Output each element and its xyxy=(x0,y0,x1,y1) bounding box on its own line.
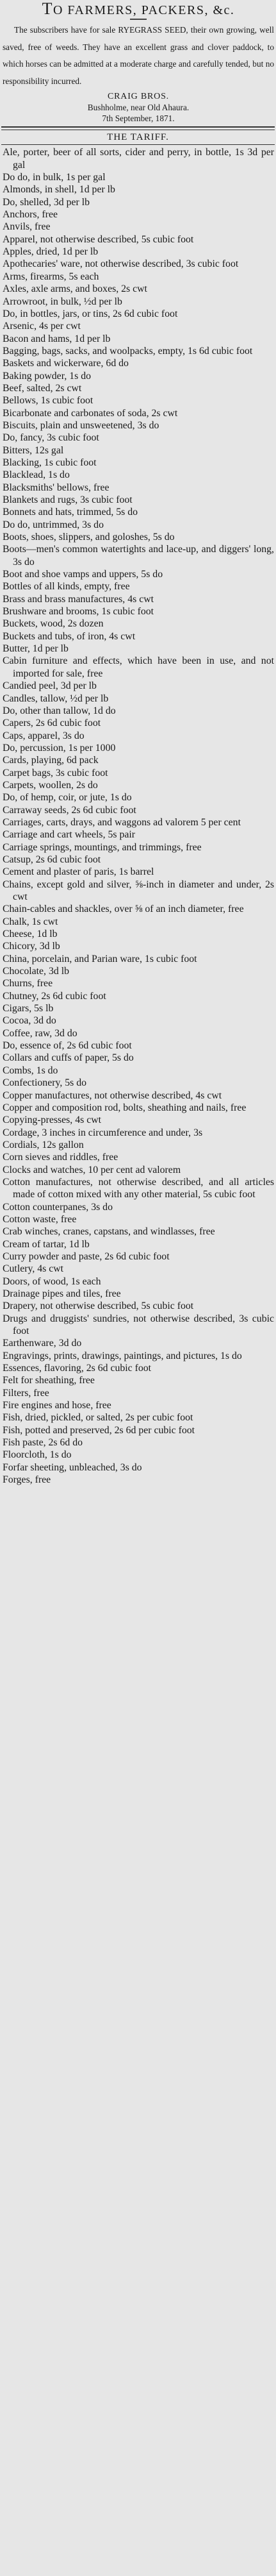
tariff-entry: Do, in bottles, jars, or tins, 2s 6d cubic foot xyxy=(3,308,178,319)
tariff-entry: Carriage springs, mountings, and trimmings, free xyxy=(3,841,202,853)
tariff-entry: Blacklead, 1s do xyxy=(3,469,70,481)
tariff-entry: Bicarbonate and carbonates of soda, 2s cwt xyxy=(3,407,178,419)
tariff-entry: Do do, untrimmed, 3s do xyxy=(3,519,104,530)
tariff-entry: Arms, firearms, 5s each xyxy=(3,271,99,282)
tariff-entry: Collars and cuffs of paper, 5s do xyxy=(3,1052,134,1064)
farmers-advertisement xyxy=(0,0,276,124)
tariff-entry: Bonnets and hats, trimmed, 5s do xyxy=(3,507,138,518)
tariff-entry: Anvils, free xyxy=(3,221,51,233)
tariff-entry: Cabin furniture and effects, which have been in use, and not imported for sale, free xyxy=(3,655,274,679)
title-rule xyxy=(1,144,275,145)
tariff-entry: Cotton counterpanes, 3s do xyxy=(3,1201,113,1213)
tariff-entry: Engravings, prints, drawings, paintings, and pictures, 1s do xyxy=(3,1350,242,1361)
tariff-entry: Blacksmiths' bellows, free xyxy=(3,482,110,493)
tariff-entry: Carriages, carts, drays, and waggons ad valorem 5 per cent xyxy=(3,816,241,828)
tariff-entry: Cordage, 3 inches in circumference and under, 3s xyxy=(3,1127,203,1138)
tariff-entry: Bitters, 12s gal xyxy=(3,444,64,456)
tariff-entry: Boots, shoes, slippers, and goloshes, 5s do xyxy=(3,532,175,543)
tariff-entry: Do, other than tallow, 1d do xyxy=(3,705,116,716)
tariff-entry: Drapery, not otherwise described, 5s cubic foot xyxy=(3,1301,194,1312)
tariff-entry: Copper and composition rod, bolts, sheathing and nails, free xyxy=(3,1102,247,1113)
tariff-entry: Capers, 2s 6d cubic foot xyxy=(3,718,101,729)
tariff-entry: Chains, except gold and silver, ⅝-inch in diameter and under, 2s cwt xyxy=(3,879,274,902)
tariff-entry: Boots—men's common watertights and lace-up, and diggers' long, 3s do xyxy=(3,544,274,568)
tariff-entry: China, porcelain, and Parian ware, 1s cubic foot xyxy=(3,953,197,964)
tariff-entry: Forges, free xyxy=(3,1474,51,1486)
tariff-entry: Chicory, 3d lb xyxy=(3,941,60,952)
tariff-entry: Drugs and druggists' sundries, not otherwise described, 3s cubic foot xyxy=(3,1313,274,1337)
tariff-entry: Essences, flavoring, 2s 6d cubic foot xyxy=(3,1363,152,1374)
tariff-entry: Do, shelled, 3d per lb xyxy=(3,196,90,208)
tariff-entry: Corn sieves and riddles, free xyxy=(3,1152,118,1163)
advert-heading-text: O FARMERS, PACKERS, &c. xyxy=(53,3,235,17)
tariff-entry: Drainage pipes and tiles, free xyxy=(3,1288,121,1299)
tariff-entry: Arrowroot, in bulk, ½d per lb xyxy=(3,296,122,307)
tariff-entry: Curry powder and paste, 2s 6d cubic foot xyxy=(3,1250,170,1262)
tariff-entry: Beef, salted, 2s cwt xyxy=(3,382,82,394)
tariff-entry: Confectionery, 5s do xyxy=(3,1077,87,1089)
tariff-entry: Do, of hemp, coir, or jute, 1s do xyxy=(3,792,132,804)
tariff-entry: Blankets and rugs, 3s cubic foot xyxy=(3,494,133,505)
tariff-entry: Brushware and brooms, 1s cubic foot xyxy=(3,606,154,618)
tariff-entry: Apparel, not otherwise described, 5s cubic foot xyxy=(3,233,194,245)
tariff-entry: Cotton manufactures, not otherwise described, and all articles made of cotton mixed with any other material, 5s cubic foot xyxy=(3,1176,274,1200)
tariff-entry: Clocks and watches, 10 per cent ad valorem xyxy=(3,1164,181,1175)
tariff-entry: Arsenic, 4s per cwt xyxy=(3,321,81,332)
tariff-entry: Churns, free xyxy=(3,978,53,989)
advert-body: The subscribers have for sale RYEGRASS SEED, their own growing, well saved, free of weeds. They have an excellent grass and clover paddock, to which horses can be admitted at a moderate charge and carefully tended, but no responsibility incurred. xyxy=(3,25,274,86)
tariff-entry: Axles, axle arms, and boxes, 2s cwt xyxy=(3,283,147,295)
tariff-entry: Brass and brass manufactures, 4s cwt xyxy=(3,593,154,605)
tariff-entry: Chalk, 1s cwt xyxy=(3,916,58,927)
tariff-entry: Fish, dried, pickled, or salted, 2s per cubic foot xyxy=(3,1412,193,1424)
tariff-entry: Carpet bags, 3s cubic foot xyxy=(3,767,108,779)
tariff-entry: Chain-cables and shackles, over ⅝ of an inch diameter, free xyxy=(3,904,244,915)
tariff-entry: Cutlery, 4s cwt xyxy=(3,1263,64,1275)
tariff-entry: Cards, playing, 6d pack xyxy=(3,755,99,766)
tariff-entry: Do, percussion, 1s per 1000 xyxy=(3,742,116,753)
tariff-entry: Copper manufactures, not otherwise described, 4s cwt xyxy=(3,1090,222,1101)
tariff-entry: Filters, free xyxy=(3,1387,49,1399)
advert-heading xyxy=(3,1,274,18)
tariff-entry: Forfar sheeting, unbleached, 3s do xyxy=(3,1461,142,1473)
tariff-entry: Carraway seeds, 2s 6d cubic foot xyxy=(3,804,136,816)
tariff-entry: Cotton waste, free xyxy=(3,1213,77,1225)
advert-place: Bushholme, near Old Ahaura. xyxy=(87,103,190,113)
tariff-entry: Chutney, 2s 6d cubic foot xyxy=(3,990,106,1002)
tariff-entry: Carpets, woollen, 2s do xyxy=(3,779,98,791)
tariff-entry: Cream of tartar, 1d lb xyxy=(3,1238,90,1250)
tariff-entry: Fish paste, 2s 6d do xyxy=(3,1437,83,1449)
tariff-entry: Apples, dried, 1d per lb xyxy=(3,246,99,258)
tariff-title: THE TARIFF. xyxy=(107,132,169,143)
tariff-entry: Boot and shoe vamps and uppers, 5s do xyxy=(3,569,163,580)
tariff-entry: Anchors, free xyxy=(3,209,58,221)
tariff-entry: Crab winches, cranes, capstans, and windlasses, free xyxy=(3,1226,215,1238)
section-divider xyxy=(1,126,275,130)
tariff-entry: Combs, 1s do xyxy=(3,1065,58,1076)
tariff-entry: Ale, porter, beer of all sorts, cider and perry, in bottle, 1s 3d per gal xyxy=(3,147,274,171)
tariff-entry: Cigars, 5s lb xyxy=(3,1003,54,1014)
tariff-entry: Coffee, raw, 3d do xyxy=(3,1027,77,1039)
tariff-entry: Carriage and cart wheels, 5s pair xyxy=(3,829,136,841)
tariff-entry: Felt for sheathing, free xyxy=(3,1375,95,1386)
tariff-entry: Candles, tallow, ½d per lb xyxy=(3,693,109,704)
tariff-entry: Doors, of wood, 1s each xyxy=(3,1275,101,1287)
tariff-entry: Cocoa, 3d do xyxy=(3,1015,56,1027)
tariff-entry: Bacon and hams, 1d per lb xyxy=(3,333,111,344)
tariff-entry: Cement and plaster of paris, 1s barrel xyxy=(3,866,154,878)
advert-date: 7th September, 1871. xyxy=(102,114,175,124)
tariff-entry: Biscuits, plain and unsweetened, 3s do xyxy=(3,419,159,431)
tariff-entry: Baking powder, 1s do xyxy=(3,370,92,382)
tariff-entry: Bagging, bags, sacks, and woolpacks, empty, 1s 6d cubic foot xyxy=(3,345,253,357)
tariff-entry: Copying-presses, 4s cwt xyxy=(3,1115,102,1126)
tariff-entry: Caps, apparel, 3s do xyxy=(3,730,85,741)
tariff-entry: Fire engines and hose, free xyxy=(3,1400,111,1411)
tariff-entry: Butter, 1d per lb xyxy=(3,643,69,655)
tariff-entry: Candied peel, 3d per lb xyxy=(3,680,97,692)
tariff-entry: Almonds, in shell, 1d per lb xyxy=(3,184,115,196)
tariff-entry: Fish, potted and preserved, 2s 6d per cubic foot xyxy=(3,1424,195,1436)
short-rule xyxy=(130,19,147,20)
tariff-entry: Buckets, wood, 2s dozen xyxy=(3,618,104,630)
tariff-entry: Blacking, 1s cubic foot xyxy=(3,457,97,468)
tariff-entry: Cordials, 12s gallon xyxy=(3,1139,84,1150)
advert-heading-initial: T xyxy=(42,0,53,18)
tariff-entry: Chocolate, 3d lb xyxy=(3,966,69,977)
tariff-entry: Baskets and wickerware, 6d do xyxy=(3,358,129,369)
tariff-entry: Catsup, 2s 6d cubic foot xyxy=(3,854,101,865)
tariff-entry: Bottles of all kinds, empty, free xyxy=(3,581,130,593)
tariff-list xyxy=(0,146,276,1486)
tariff-entry: Do, fancy, 3s cubic foot xyxy=(3,432,99,444)
tariff-entry: Apothecaries' ware, not otherwise described, 3s cubic foot xyxy=(3,258,239,270)
tariff-entry: Do, essence of, 2s 6d cubic foot xyxy=(3,1040,132,1052)
advert-signature: CRAIG BROS. xyxy=(108,92,169,102)
tariff-entry: Cheese, 1d lb xyxy=(3,929,58,940)
tariff-entry: Floorcloth, 1s do xyxy=(3,1449,72,1461)
tariff-entry: Buckets and tubs, of iron, 4s cwt xyxy=(3,630,136,642)
tariff-entry: Bellows, 1s cubic foot xyxy=(3,395,93,407)
tariff-entry: Earthenware, 3d do xyxy=(3,1338,82,1349)
tariff-entry: Do do, in bulk, 1s per gal xyxy=(3,172,106,183)
